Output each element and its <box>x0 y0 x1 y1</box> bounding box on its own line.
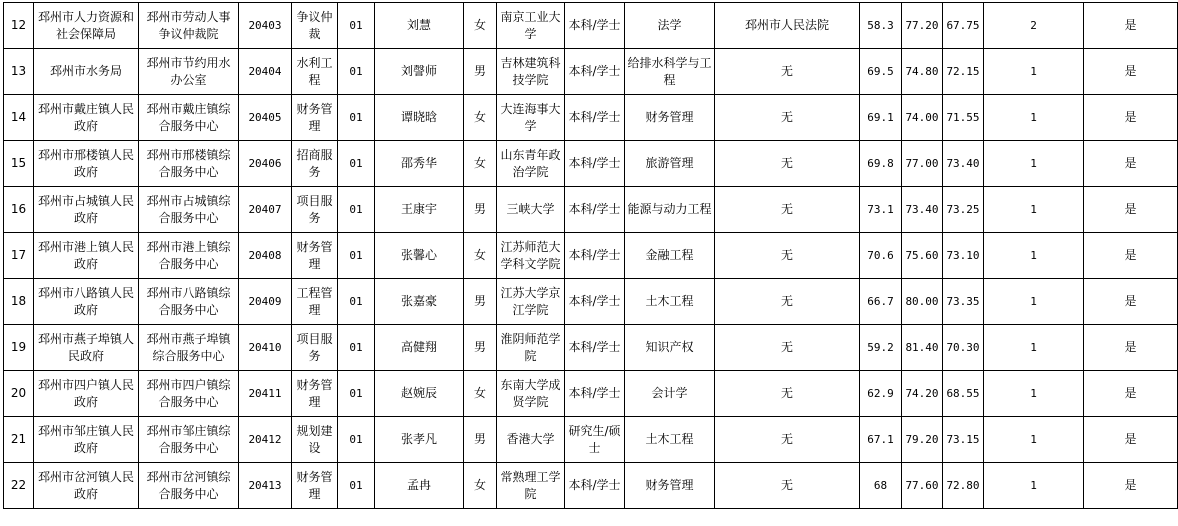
major-cell: 土木工程 <box>625 417 715 463</box>
candidate-name-cell: 刘謦师 <box>375 49 464 95</box>
department-cell: 邳州市水务局 <box>34 49 139 95</box>
employing-unit-cell: 邳州市邹庄镇综合服务中心 <box>139 417 239 463</box>
table-row <box>4 233 1178 279</box>
current-employer-cell: 无 <box>715 233 860 279</box>
total-score-cell: 67.75 <box>943 3 984 49</box>
department-cell: 邳州市岔河镇人民政府 <box>34 463 139 509</box>
row-number-cell: 17 <box>4 233 34 279</box>
position-name-cell: 财务管理 <box>292 95 338 141</box>
candidate-name-cell: 邵秀华 <box>375 141 464 187</box>
total-score-cell: 70.30 <box>943 325 984 371</box>
current-employer-cell: 无 <box>715 95 860 141</box>
education-cell: 本科/学士 <box>565 187 625 233</box>
gender-cell: 女 <box>464 371 497 417</box>
position-name-cell: 招商服务 <box>292 141 338 187</box>
pass-status-cell: 是 <box>1084 279 1178 325</box>
interview-score-cell: 74.00 <box>902 95 943 141</box>
position-number-cell: 01 <box>338 325 375 371</box>
position-number-cell: 01 <box>338 49 375 95</box>
school-cell: 大连海事大学 <box>497 95 565 141</box>
total-score-cell: 68.55 <box>943 371 984 417</box>
school-cell: 淮阴师范学院 <box>497 325 565 371</box>
position-name-cell: 争议仲裁 <box>292 3 338 49</box>
department-cell: 邳州市港上镇人民政府 <box>34 233 139 279</box>
pass-status-cell: 是 <box>1084 463 1178 509</box>
pass-status-cell: 是 <box>1084 187 1178 233</box>
employing-unit-cell: 邳州市邢楼镇综合服务中心 <box>139 141 239 187</box>
pass-status-cell: 是 <box>1084 3 1178 49</box>
total-score-cell: 73.40 <box>943 141 984 187</box>
rank-cell: 1 <box>984 417 1084 463</box>
position-number-cell: 01 <box>338 463 375 509</box>
school-cell: 山东青年政治学院 <box>497 141 565 187</box>
interview-score-cell: 74.80 <box>902 49 943 95</box>
school-cell: 江苏大学京江学院 <box>497 279 565 325</box>
rank-cell: 1 <box>984 325 1084 371</box>
row-number-cell: 12 <box>4 3 34 49</box>
school-cell: 常熟理工学院 <box>497 463 565 509</box>
position-number-cell: 01 <box>338 279 375 325</box>
candidate-name-cell: 张嘉豪 <box>375 279 464 325</box>
rank-cell: 1 <box>984 49 1084 95</box>
school-cell: 南京工业大学 <box>497 3 565 49</box>
position-name-cell: 水利工程 <box>292 49 338 95</box>
pass-status-cell: 是 <box>1084 141 1178 187</box>
school-cell: 三峡大学 <box>497 187 565 233</box>
current-employer-cell: 无 <box>715 279 860 325</box>
total-score-cell: 73.15 <box>943 417 984 463</box>
candidate-name-cell: 高健翔 <box>375 325 464 371</box>
total-score-cell: 73.25 <box>943 187 984 233</box>
department-cell: 邳州市四户镇人民政府 <box>34 371 139 417</box>
school-cell: 江苏师范大学科文学院 <box>497 233 565 279</box>
row-number-cell: 20 <box>4 371 34 417</box>
total-score-cell: 73.10 <box>943 233 984 279</box>
position-code-cell: 20404 <box>239 49 292 95</box>
table-row <box>4 141 1178 187</box>
row-number-cell: 21 <box>4 417 34 463</box>
education-cell: 本科/学士 <box>565 463 625 509</box>
major-cell: 给排水科学与工程 <box>625 49 715 95</box>
department-cell: 邳州市戴庄镇人民政府 <box>34 95 139 141</box>
education-cell: 本科/学士 <box>565 3 625 49</box>
interview-score-cell: 77.00 <box>902 141 943 187</box>
major-cell: 金融工程 <box>625 233 715 279</box>
total-score-cell: 72.15 <box>943 49 984 95</box>
interview-score-cell: 77.20 <box>902 3 943 49</box>
row-number-cell: 16 <box>4 187 34 233</box>
pass-status-cell: 是 <box>1084 371 1178 417</box>
pass-status-cell: 是 <box>1084 417 1178 463</box>
candidate-name-cell: 孟冉 <box>375 463 464 509</box>
candidate-name-cell: 张孝凡 <box>375 417 464 463</box>
written-score-cell: 69.1 <box>860 95 902 141</box>
education-cell: 本科/学士 <box>565 141 625 187</box>
position-number-cell: 01 <box>338 187 375 233</box>
row-number-cell: 13 <box>4 49 34 95</box>
major-cell: 土木工程 <box>625 279 715 325</box>
department-cell: 邳州市邢楼镇人民政府 <box>34 141 139 187</box>
gender-cell: 女 <box>464 233 497 279</box>
rank-cell: 1 <box>984 371 1084 417</box>
interview-score-cell: 80.00 <box>902 279 943 325</box>
total-score-cell: 71.55 <box>943 95 984 141</box>
row-number-cell: 19 <box>4 325 34 371</box>
major-cell: 财务管理 <box>625 95 715 141</box>
written-score-cell: 70.6 <box>860 233 902 279</box>
total-score-cell: 72.80 <box>943 463 984 509</box>
table-row <box>4 279 1178 325</box>
row-number-cell: 18 <box>4 279 34 325</box>
position-code-cell: 20406 <box>239 141 292 187</box>
employing-unit-cell: 邳州市占城镇综合服务中心 <box>139 187 239 233</box>
table-row <box>4 417 1178 463</box>
gender-cell: 女 <box>464 141 497 187</box>
position-code-cell: 20410 <box>239 325 292 371</box>
rank-cell: 1 <box>984 463 1084 509</box>
table-row <box>4 95 1178 141</box>
pass-status-cell: 是 <box>1084 49 1178 95</box>
total-score-cell: 73.35 <box>943 279 984 325</box>
position-number-cell: 01 <box>338 233 375 279</box>
current-employer-cell: 无 <box>715 141 860 187</box>
gender-cell: 男 <box>464 417 497 463</box>
current-employer-cell: 无 <box>715 325 860 371</box>
written-score-cell: 66.7 <box>860 279 902 325</box>
major-cell: 能源与动力工程 <box>625 187 715 233</box>
employing-unit-cell: 邳州市节约用水办公室 <box>139 49 239 95</box>
candidate-name-cell: 赵婉辰 <box>375 371 464 417</box>
school-cell: 香港大学 <box>497 417 565 463</box>
position-name-cell: 规划建设 <box>292 417 338 463</box>
gender-cell: 女 <box>464 3 497 49</box>
education-cell: 研究生/硕士 <box>565 417 625 463</box>
pass-status-cell: 是 <box>1084 95 1178 141</box>
school-cell: 吉林建筑科技学院 <box>497 49 565 95</box>
education-cell: 本科/学士 <box>565 233 625 279</box>
rank-cell: 1 <box>984 279 1084 325</box>
pass-status-cell: 是 <box>1084 325 1178 371</box>
position-code-cell: 20408 <box>239 233 292 279</box>
candidate-name-cell: 刘慧 <box>375 3 464 49</box>
candidate-name-cell: 谭晓晗 <box>375 95 464 141</box>
interview-score-cell: 74.20 <box>902 371 943 417</box>
written-score-cell: 73.1 <box>860 187 902 233</box>
major-cell: 会计学 <box>625 371 715 417</box>
table-row <box>4 325 1178 371</box>
major-cell: 财务管理 <box>625 463 715 509</box>
employing-unit-cell: 邳州市岔河镇综合服务中心 <box>139 463 239 509</box>
gender-cell: 女 <box>464 95 497 141</box>
position-number-cell: 01 <box>338 95 375 141</box>
position-name-cell: 工程管理 <box>292 279 338 325</box>
position-name-cell: 项目服务 <box>292 187 338 233</box>
major-cell: 旅游管理 <box>625 141 715 187</box>
current-employer-cell: 无 <box>715 187 860 233</box>
position-name-cell: 财务管理 <box>292 463 338 509</box>
rank-cell: 1 <box>984 95 1084 141</box>
table-row <box>4 187 1178 233</box>
interview-score-cell: 79.20 <box>902 417 943 463</box>
interview-score-cell: 77.60 <box>902 463 943 509</box>
table-row <box>4 463 1178 509</box>
rank-cell: 2 <box>984 3 1084 49</box>
current-employer-cell: 无 <box>715 417 860 463</box>
education-cell: 本科/学士 <box>565 325 625 371</box>
position-number-cell: 01 <box>338 141 375 187</box>
written-score-cell: 59.2 <box>860 325 902 371</box>
table-body <box>4 3 1178 509</box>
department-cell: 邳州市人力资源和社会保障局 <box>34 3 139 49</box>
education-cell: 本科/学士 <box>565 49 625 95</box>
rank-cell: 1 <box>984 187 1084 233</box>
rank-cell: 1 <box>984 141 1084 187</box>
gender-cell: 男 <box>464 187 497 233</box>
gender-cell: 男 <box>464 49 497 95</box>
position-code-cell: 20413 <box>239 463 292 509</box>
written-score-cell: 62.9 <box>860 371 902 417</box>
employing-unit-cell: 邳州市八路镇综合服务中心 <box>139 279 239 325</box>
employing-unit-cell: 邳州市燕子埠镇综合服务中心 <box>139 325 239 371</box>
position-name-cell: 财务管理 <box>292 233 338 279</box>
row-number-cell: 22 <box>4 463 34 509</box>
position-name-cell: 财务管理 <box>292 371 338 417</box>
position-code-cell: 20407 <box>239 187 292 233</box>
pass-status-cell: 是 <box>1084 233 1178 279</box>
gender-cell: 男 <box>464 325 497 371</box>
position-number-cell: 01 <box>338 417 375 463</box>
current-employer-cell: 邳州市人民法院 <box>715 3 860 49</box>
major-cell: 知识产权 <box>625 325 715 371</box>
written-score-cell: 68 <box>860 463 902 509</box>
rank-cell: 1 <box>984 233 1084 279</box>
major-cell: 法学 <box>625 3 715 49</box>
interview-score-cell: 81.40 <box>902 325 943 371</box>
gender-cell: 男 <box>464 279 497 325</box>
position-name-cell: 项目服务 <box>292 325 338 371</box>
table-row <box>4 371 1178 417</box>
current-employer-cell: 无 <box>715 371 860 417</box>
department-cell: 邳州市燕子埠镇人民政府 <box>34 325 139 371</box>
written-score-cell: 69.8 <box>860 141 902 187</box>
employing-unit-cell: 邳州市四户镇综合服务中心 <box>139 371 239 417</box>
employing-unit-cell: 邳州市劳动人事争议仲裁院 <box>139 3 239 49</box>
interview-score-cell: 75.60 <box>902 233 943 279</box>
table-row <box>4 3 1178 49</box>
candidate-name-cell: 王康宇 <box>375 187 464 233</box>
results-table <box>3 2 1178 509</box>
interview-score-cell: 73.40 <box>902 187 943 233</box>
department-cell: 邳州市八路镇人民政府 <box>34 279 139 325</box>
position-number-cell: 01 <box>338 371 375 417</box>
department-cell: 邳州市占城镇人民政府 <box>34 187 139 233</box>
table-row <box>4 49 1178 95</box>
education-cell: 本科/学士 <box>565 95 625 141</box>
employing-unit-cell: 邳州市港上镇综合服务中心 <box>139 233 239 279</box>
employing-unit-cell: 邳州市戴庄镇综合服务中心 <box>139 95 239 141</box>
education-cell: 本科/学士 <box>565 279 625 325</box>
written-score-cell: 69.5 <box>860 49 902 95</box>
written-score-cell: 58.3 <box>860 3 902 49</box>
position-code-cell: 20412 <box>239 417 292 463</box>
position-code-cell: 20409 <box>239 279 292 325</box>
gender-cell: 女 <box>464 463 497 509</box>
row-number-cell: 15 <box>4 141 34 187</box>
position-code-cell: 20411 <box>239 371 292 417</box>
current-employer-cell: 无 <box>715 49 860 95</box>
department-cell: 邳州市邹庄镇人民政府 <box>34 417 139 463</box>
row-number-cell: 14 <box>4 95 34 141</box>
school-cell: 东南大学成贤学院 <box>497 371 565 417</box>
candidate-name-cell: 张馨心 <box>375 233 464 279</box>
written-score-cell: 67.1 <box>860 417 902 463</box>
position-number-cell: 01 <box>338 3 375 49</box>
education-cell: 本科/学士 <box>565 371 625 417</box>
current-employer-cell: 无 <box>715 463 860 509</box>
position-code-cell: 20405 <box>239 95 292 141</box>
position-code-cell: 20403 <box>239 3 292 49</box>
